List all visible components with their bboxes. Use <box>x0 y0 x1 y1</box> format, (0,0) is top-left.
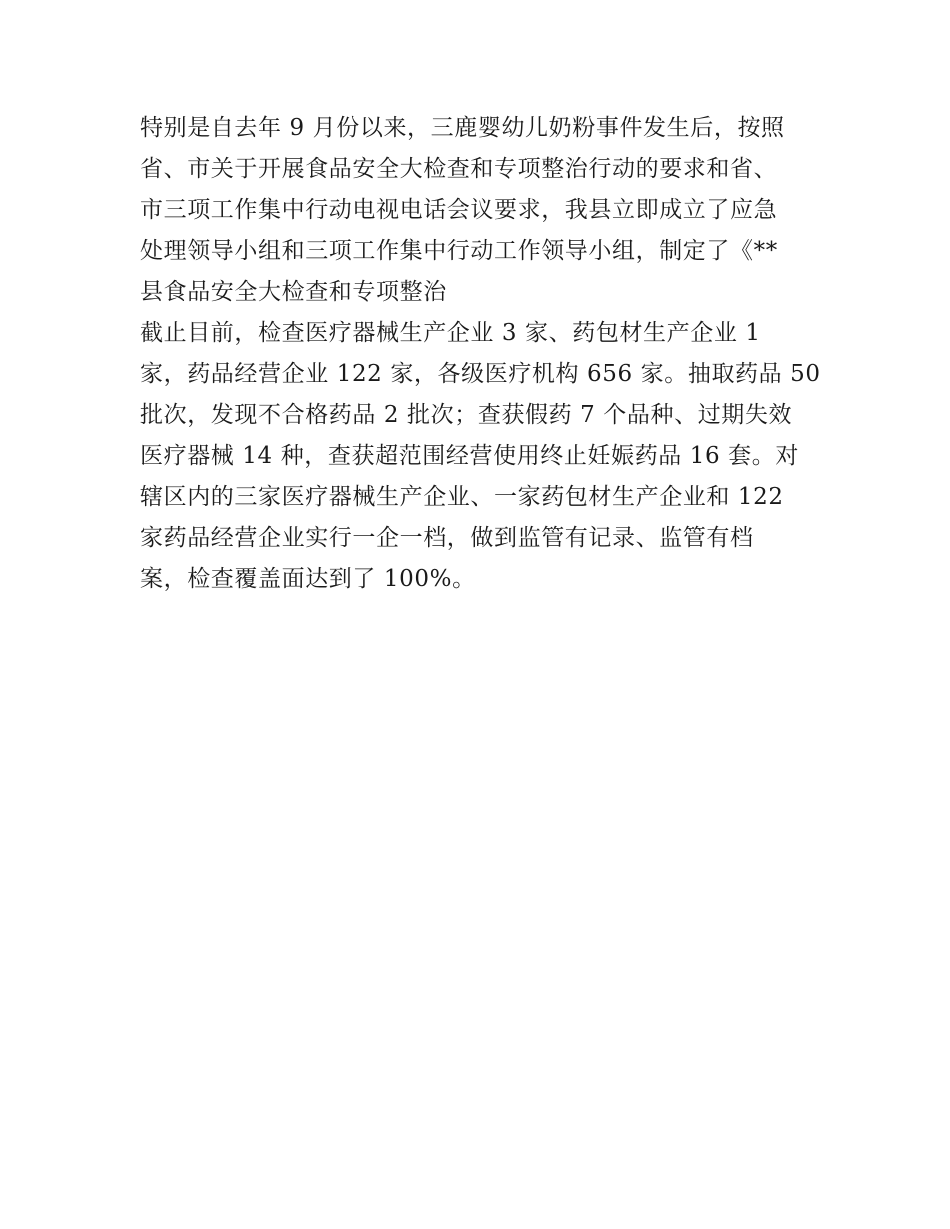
text-line: 医疗器械 14 种，查获超范围经营使用终止妊娠药品 16 套。对 <box>140 443 799 469</box>
text-line: 市三项工作集中行动电视电话会议要求，我县立即成立了应急 <box>140 197 778 223</box>
text-line: 批次，发现不合格药品 2 批次；查获假药 7 个品种、过期失效 <box>140 402 793 428</box>
text-line: 截止目前，检查医疗器械生产企业 3 家、药包材生产企业 1 <box>140 320 761 346</box>
text-line: 辖区内的三家医疗器械生产企业、一家药包材生产企业和 122 <box>140 484 784 510</box>
text-line: 省、市关于开展食品安全大检查和专项整治行动的要求和省、 <box>140 156 778 182</box>
document-body <box>140 108 820 600</box>
text-line: 案，检查覆盖面达到了 100%。 <box>140 566 476 592</box>
text-line: 家药品经营企业实行一企一档，做到监管有记录、监管有档 <box>140 525 754 551</box>
paragraph-2 <box>140 313 820 600</box>
text-line: 特别是自去年 9 月份以来，三鹿婴幼儿奶粉事件发生后，按照 <box>140 115 785 141</box>
text-line: 县食品安全大检查和专项整治 <box>140 279 447 305</box>
paragraph-1 <box>140 108 820 313</box>
text-line: 家，药品经营企业 122 家，各级医疗机构 656 家。抽取药品 50 <box>140 361 821 387</box>
text-line: 处理领导小组和三项工作集中行动工作领导小组，制定了《** <box>140 238 778 264</box>
